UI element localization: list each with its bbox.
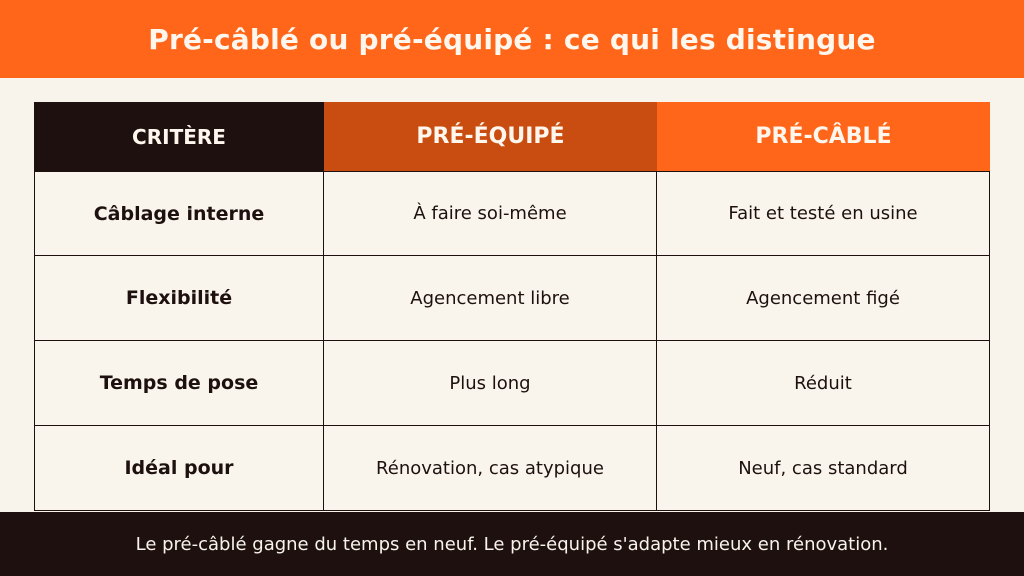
header-pre-wired: PRÉ-CÂBLÉ bbox=[657, 102, 990, 171]
row-criterion: Temps de pose bbox=[34, 341, 324, 426]
row-pre-equipped-value: Rénovation, cas atypique bbox=[324, 426, 657, 511]
table-row bbox=[34, 171, 990, 256]
page-title: Pré-câblé ou pré-équipé : ce qui les distingue bbox=[148, 22, 876, 56]
row-pre-wired-value: Agencement figé bbox=[657, 256, 990, 341]
row-criterion: Flexibilité bbox=[34, 256, 324, 341]
title-banner bbox=[0, 0, 1024, 78]
table-row bbox=[34, 256, 990, 341]
row-pre-wired-value: Réduit bbox=[657, 341, 990, 426]
row-pre-wired-value: Neuf, cas standard bbox=[657, 426, 990, 511]
row-pre-equipped-value: Agencement libre bbox=[324, 256, 657, 341]
header-criterion: CRITÈRE bbox=[34, 102, 324, 171]
row-criterion: Câblage interne bbox=[34, 171, 324, 256]
row-criterion: Idéal pour bbox=[34, 426, 324, 511]
table-row bbox=[34, 341, 990, 426]
table-header-row bbox=[34, 102, 990, 171]
row-pre-equipped-value: À faire soi-même bbox=[324, 171, 657, 256]
header-pre-equipped: PRÉ-ÉQUIPÉ bbox=[324, 102, 657, 171]
table-row bbox=[34, 426, 990, 511]
comparison-table bbox=[34, 102, 990, 511]
row-pre-wired-value: Fait et testé en usine bbox=[657, 171, 990, 256]
footer-banner bbox=[0, 512, 1024, 576]
row-pre-equipped-value: Plus long bbox=[324, 341, 657, 426]
footer-summary: Le pré-câblé gagne du temps en neuf. Le pré-équipé s'adapte mieux en rénovation. bbox=[135, 533, 889, 555]
